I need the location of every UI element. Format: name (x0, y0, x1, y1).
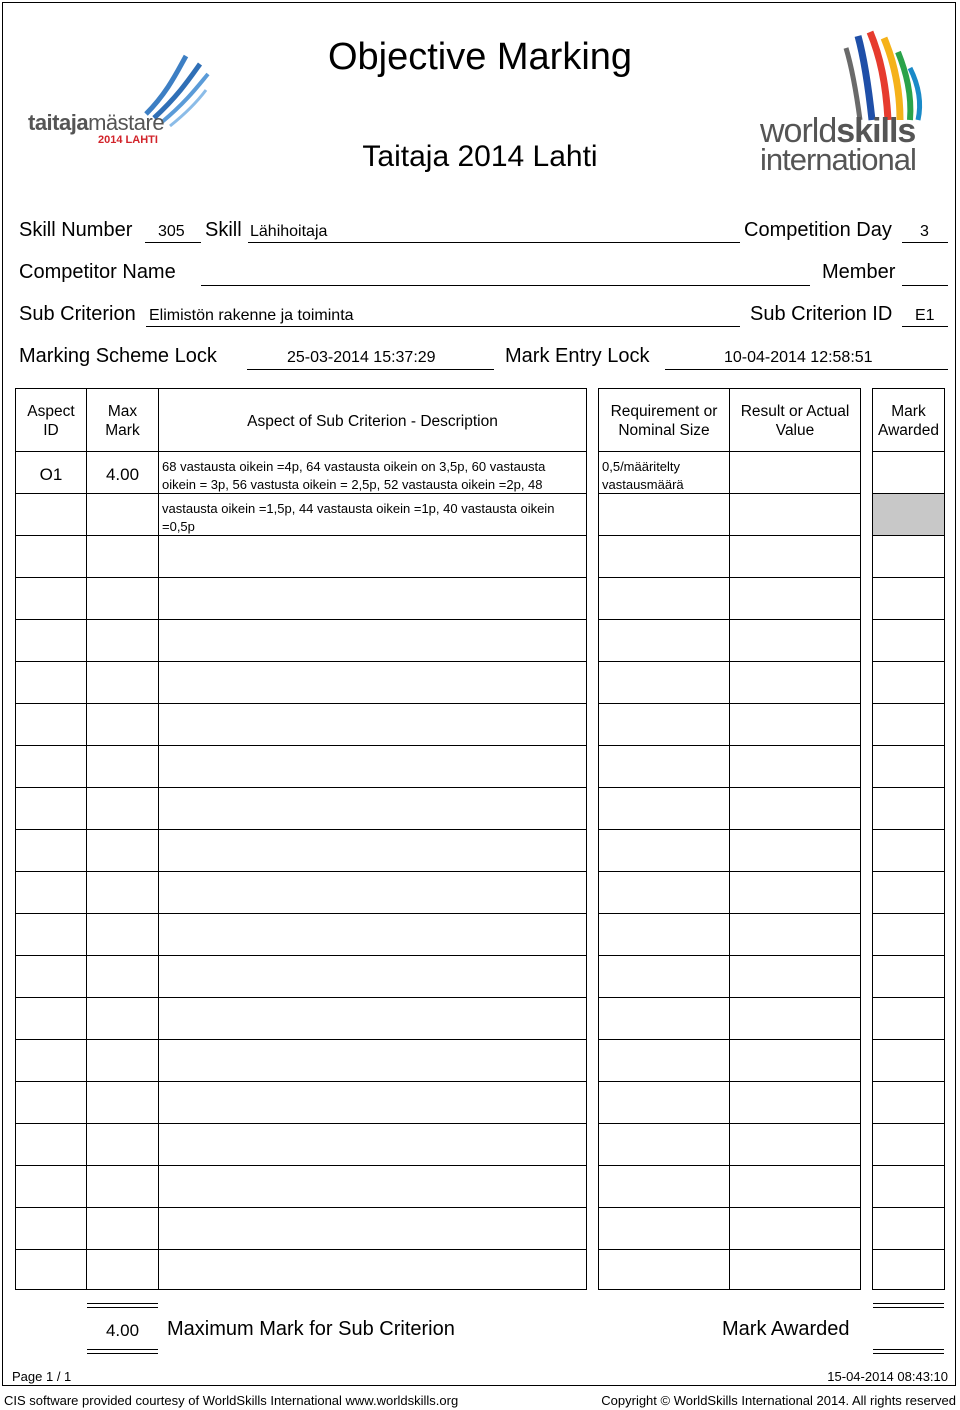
page-number: Page 1 / 1 (12, 1369, 72, 1384)
sub-criterion-id-line (902, 326, 948, 327)
skill-number-label: Skill Number (19, 219, 133, 241)
table-row-line (15, 451, 587, 452)
mark-entry-lock-value: 10-04-2014 12:58:51 (724, 349, 873, 366)
table-row-line (872, 745, 945, 746)
header-result-line1: Result or Actual (740, 403, 850, 420)
logo-left-word-b: mästare (88, 110, 165, 135)
table-row-line (598, 1249, 861, 1250)
sub-criterion-label: Sub Criterion (19, 303, 136, 325)
table-row-line (15, 1207, 587, 1208)
sub-criterion-line (146, 326, 740, 327)
max-total-value: 4.00 (105, 1321, 140, 1340)
mark-entry-lock-line (665, 369, 948, 370)
member-line (902, 285, 948, 286)
header-max-mark (87, 402, 158, 440)
table-row-line (15, 745, 587, 746)
table-row-line (598, 1165, 861, 1166)
awarded-total-rule-bottom (873, 1349, 944, 1354)
table-row-line (598, 1123, 861, 1124)
header-mark-awarded-line1: Mark (891, 403, 926, 420)
table-row-line (598, 1207, 861, 1208)
divider-max-desc (158, 388, 159, 1290)
table-row-line (872, 871, 945, 872)
table-row-line (598, 955, 861, 956)
page-title: Objective Marking (327, 36, 633, 78)
logo-right-word-a: world (760, 112, 837, 150)
table-row-line (15, 661, 587, 662)
table-row-line (872, 535, 945, 536)
table-row-line (598, 829, 861, 830)
table-row-line (598, 745, 861, 746)
sub-criterion-id-label: Sub Criterion ID (750, 303, 893, 325)
table-row-line (872, 577, 945, 578)
table-row-line (598, 871, 861, 872)
table-row-line (15, 703, 587, 704)
row-max-mark: 4.00 (105, 465, 140, 484)
header-mark-awarded-line2: Awarded (878, 422, 939, 439)
table-row-line (872, 451, 945, 452)
competitor-name-line (201, 285, 810, 286)
table-row-line (15, 913, 587, 914)
table-row-line (598, 703, 861, 704)
header-requirement (599, 402, 729, 440)
table-row-line (872, 913, 945, 914)
skill-value: Lähihoitaja (250, 223, 328, 240)
table-row-line (872, 1039, 945, 1040)
table-row-line (15, 997, 587, 998)
table-row-line (872, 703, 945, 704)
table-row-line (15, 1039, 587, 1040)
table-row-line (872, 1249, 945, 1250)
table-row-line (15, 1123, 587, 1124)
divider-req-result (729, 388, 730, 1290)
logo-left-tag: 2014 LAHTI (98, 134, 158, 146)
shaded-cell (873, 493, 944, 535)
member-label: Member (822, 261, 896, 283)
table-row-line (15, 871, 587, 872)
mark-awarded-total-label: Mark Awarded (722, 1318, 850, 1340)
table-row-line (598, 787, 861, 788)
marking-scheme-lock-label: Marking Scheme Lock (19, 345, 217, 367)
header-aspect-id-line1: Aspect (27, 403, 75, 420)
copyright-notice: Copyright © WorldSkills International 2014. All rights reserved (601, 1393, 956, 1408)
table-row-line (15, 955, 587, 956)
table-row-line (598, 577, 861, 578)
table-row-line (598, 661, 861, 662)
max-total-label: Maximum Mark for Sub Criterion (167, 1318, 455, 1340)
table-row-line (598, 535, 861, 536)
competitor-name-label: Competitor Name (19, 261, 176, 283)
header-max-mark-line2: Mark (105, 422, 140, 439)
software-credit: CIS software provided courtesy of WorldSkills International www.worldskills.org (4, 1393, 459, 1408)
table-row-line (15, 577, 587, 578)
logo-right-word-b: skills (836, 112, 916, 150)
table-row-line (15, 1249, 587, 1250)
header-description: Aspect of Sub Criterion - Description (247, 413, 498, 430)
competition-day-value: 3 (920, 223, 929, 240)
table-row-line (15, 1165, 587, 1166)
header-aspect-id-line2: ID (43, 422, 59, 439)
max-total-rule-top (87, 1303, 158, 1308)
table-row-line (15, 1081, 587, 1082)
marking-scheme-lock-value: 25-03-2014 15:37:29 (287, 349, 436, 366)
table-row-line (15, 829, 587, 830)
table-row-line (598, 997, 861, 998)
awarded-total-rule-top (873, 1303, 944, 1308)
row-description-part2: vastausta oikein =1,5p, 44 vastausta oikein =1p, 40 vastausta oikein =0,5p (162, 501, 555, 534)
printed-timestamp: 15-04-2014 08:43:10 (827, 1369, 948, 1384)
skill-number-line (145, 242, 201, 243)
max-total-rule-bottom (87, 1349, 158, 1354)
competition-day-line (902, 242, 948, 243)
table-row-line (15, 787, 587, 788)
table-row-line (872, 787, 945, 788)
sub-criterion-id-value: E1 (915, 307, 935, 324)
header-max-mark-line1: Max (107, 403, 138, 420)
table-row-line (872, 619, 945, 620)
table-row-line (872, 955, 945, 956)
row-aspect-id: O1 (39, 465, 63, 484)
table-row-line (872, 1207, 945, 1208)
table-row-line (872, 661, 945, 662)
logo-left-word-a: taitaja (28, 110, 89, 135)
table-row-line (872, 1165, 945, 1166)
mark-entry-lock-label: Mark Entry Lock (505, 345, 650, 367)
header-mark-awarded (873, 402, 944, 440)
table-row-line (872, 1081, 945, 1082)
marking-scheme-lock-line (247, 369, 494, 370)
table-row-line (15, 619, 587, 620)
header-aspect-id (16, 402, 86, 440)
table-row-line (872, 829, 945, 830)
sub-criterion-value: Elimistön rakenne ja toiminta (149, 307, 354, 324)
header-requirement-line1: Requirement or (610, 403, 718, 420)
logo-right-word-c: international (760, 142, 916, 177)
table-row-line (872, 493, 945, 494)
table-row-line (598, 451, 861, 452)
skill-number-value: 305 (158, 223, 185, 240)
competition-day-label: Competition Day (744, 219, 892, 241)
header-result-line2: Value (775, 422, 815, 439)
divider-aspect-max (86, 388, 87, 1290)
header-requirement-line2: Nominal Size (618, 422, 710, 439)
table-row-line (598, 913, 861, 914)
skill-line (248, 242, 740, 243)
table-row-line (872, 1123, 945, 1124)
row-description-part1: 68 vastausta oikein =4p, 64 vastausta oikein on 3,5p, 60 vastausta oikein = 3p, 56 vastusta oikein = 2,5p, 52 vastausta oikein =2p, 48 (162, 459, 546, 492)
table-row-line (598, 1039, 861, 1040)
skill-label: Skill (205, 219, 242, 241)
header-result (730, 402, 860, 440)
event-title: Taitaja 2014 Lahti (362, 140, 598, 173)
table-row-line (598, 619, 861, 620)
row-requirement: 0,5/määritelty vastausmäärä (602, 459, 684, 492)
table-row-line (872, 997, 945, 998)
table-row-line (598, 1081, 861, 1082)
